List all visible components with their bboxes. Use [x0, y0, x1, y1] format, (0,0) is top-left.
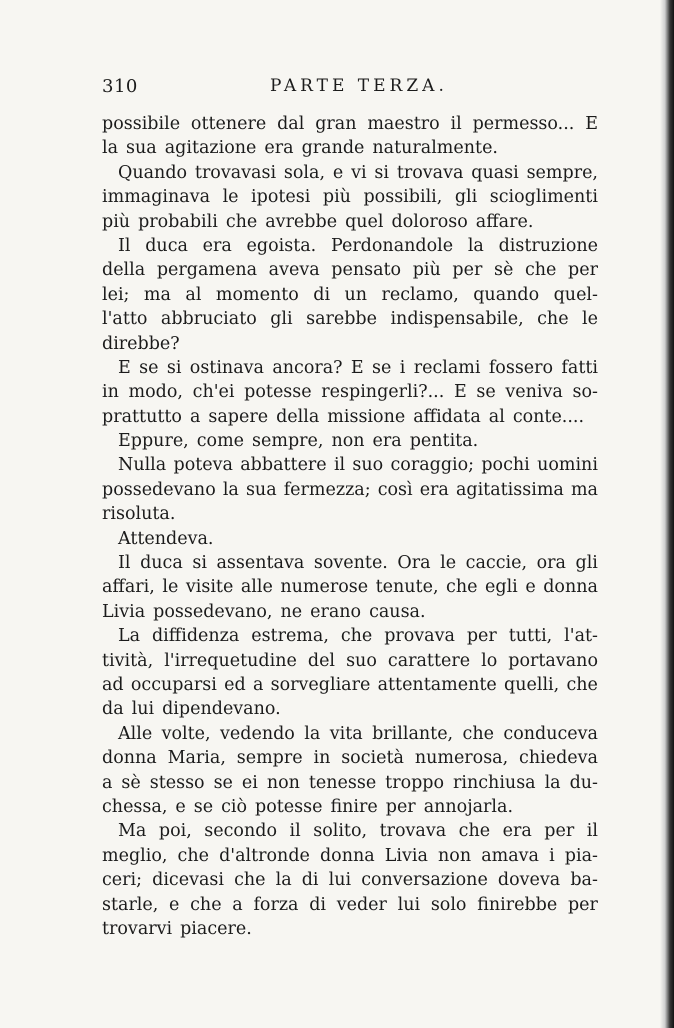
text-line: lei; ma al momento di un reclamo, quando quel-	[102, 284, 598, 305]
text-line: Quando trovavasi sola, e vi si trovava quasi sempre,	[118, 162, 598, 183]
text-line: Ma poi, secondo il solito, trovava che era per il	[118, 821, 598, 842]
text-line: la sua agitazione era grande naturalmente.	[102, 138, 498, 159]
text-line: l'atto abbruciato gli sarebbe indispensabile, che le	[102, 309, 598, 330]
text-line: trovarvi piacere.	[102, 918, 252, 939]
text-line: possedevano la sua fermezza; così era agitatissima ma	[102, 479, 598, 500]
text-line: Alle volte, vedendo la vita brillante, che conduceva	[118, 723, 598, 744]
page-edge-shadow	[660, 0, 674, 1028]
text-line: donna Maria, sempre in società numerosa, chiedeva	[102, 748, 598, 769]
text-line: ad occuparsi ed a sorvegliare attentamente quelli, che	[102, 674, 598, 695]
page-header	[102, 76, 604, 102]
text-line: immaginava le ipotesi più possibili, gli scioglimenti	[102, 187, 598, 208]
text-line: Eppure, come sempre, non era pentita.	[118, 431, 479, 452]
text-line: possibile ottenere dal gran maestro il permesso... E	[102, 114, 598, 134]
text-line: starle, e che a forza di veder lui solo finirebbe per	[102, 894, 598, 915]
text-line: affari, le visite alle numerose tenute, che egli e donna	[102, 577, 598, 598]
text-line: da lui dipendevano.	[102, 699, 281, 720]
text-line: risoluta.	[102, 504, 176, 525]
text-line: Nulla poteva abbattere il suo coraggio; pochi uomini	[118, 455, 598, 476]
text-line: direbbe?	[102, 333, 180, 354]
text-line: prattutto a sapere della missione affidata al conte....	[102, 406, 585, 427]
text-line: E se si ostinava ancora? E se i reclami fossero fatti	[118, 357, 598, 378]
text-line: chessa, e se ciò potesse finire per annojarla.	[102, 796, 514, 817]
text-line: in modo, ch'ei potesse respingerli?... E se veniva so-	[102, 382, 598, 403]
text-line: Il duca si assentava sovente. Ora le caccie, ora gli	[118, 553, 598, 574]
text-line: Livia possedevano, ne erano causa.	[102, 601, 426, 622]
page-number: 310	[102, 76, 138, 97]
text-line: Attendeva.	[118, 528, 214, 549]
text-line: più probabili che avrebbe quel doloroso affare.	[102, 211, 534, 232]
body-text	[102, 112, 598, 941]
running-title: PARTE TERZA.	[270, 76, 448, 96]
text-line: a sè stesso se ei non tenesse troppo rinchiusa la du-	[102, 772, 598, 793]
text-line: meglio, che d'altronde donna Livia non amava i pia-	[102, 845, 598, 866]
text-line: tività, l'irrequetudine del suo carattere lo portavano	[102, 650, 598, 671]
text-line: della pergamena aveva pensato più per sè che per	[102, 260, 598, 281]
text-line: Il duca era egoista. Perdonandole la distruzione	[118, 235, 598, 256]
text-line: ceri; dicevasi che la di lui conversazione doveva ba-	[102, 870, 598, 891]
text-line: La diffidenza estrema, che provava per tutti, l'at-	[118, 626, 598, 647]
